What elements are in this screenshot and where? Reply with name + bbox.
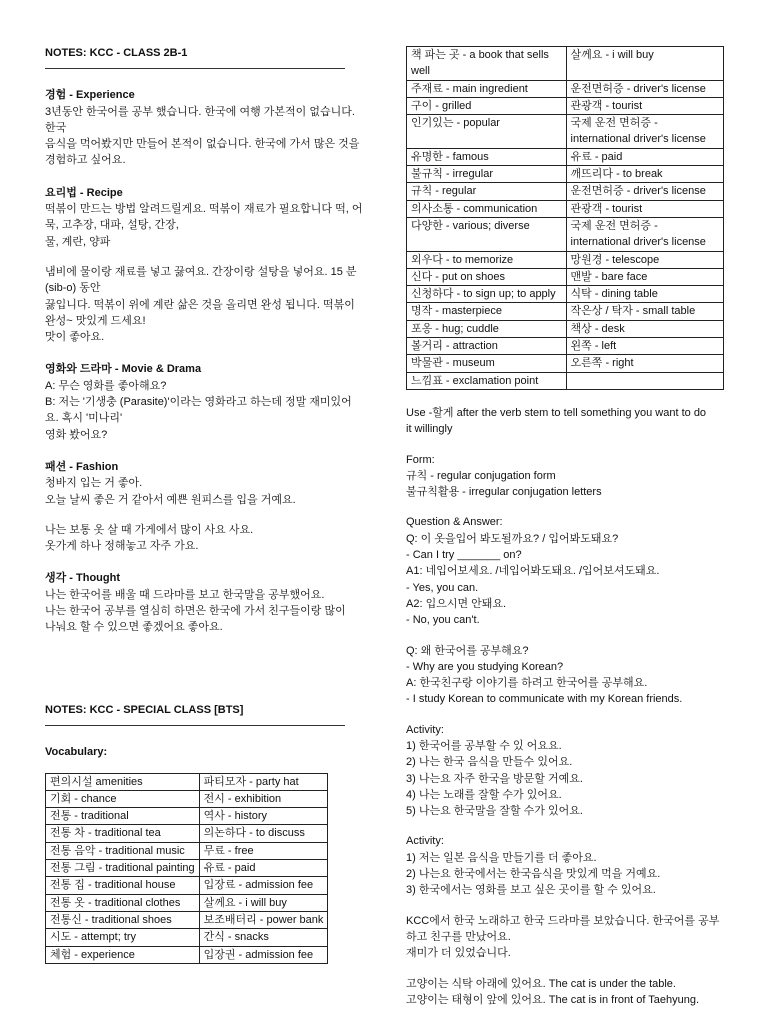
title-rule [45,61,345,69]
table-cell: 왼쪽 - left [566,338,723,355]
table-cell: 무료 - free [199,842,328,859]
qa-label: Question & Answer: [406,516,503,529]
table-row [407,338,724,355]
movie-heading: 영화와 드라마 - Movie & Drama [45,363,202,376]
table-row [407,166,724,183]
table-cell: 규칙 - regular [407,183,567,200]
movie-section [45,361,365,442]
table-cell: 주재료 - main ingredient [407,80,567,97]
table-cell: 명작 - masterpiece [407,303,567,320]
special-class-section [45,702,365,964]
table-row [46,790,328,807]
table-cell: 책 파는 곳 - a book that sells well [407,47,567,81]
activity-item: 3) 한국에서는 영화를 보고 싶은 곳이를 할 수 있어요. [406,884,656,897]
table-row [46,894,328,911]
table-cell: 관광객 - tourist [566,97,723,114]
table-cell: 편의시설 amenities [46,773,200,790]
activity-item: 4) 나는 노래를 잘할 수가 있어요. [406,788,562,801]
table-cell: 입장료 - admission fee [199,877,328,894]
table-cell: 볼거리 - attraction [407,338,567,355]
special-class-title: NOTES: KCC - SPECIAL CLASS [BTS] [45,704,244,716]
table-cell: 살께요 - i will buy [199,894,328,911]
paragraph-line: 맛이 좋아요. [45,331,105,344]
table-cell: 식탁 - dining table [566,286,723,303]
vocabulary-table [45,773,328,964]
left-column [45,0,365,961]
table-cell: 책상 - desk [566,320,723,337]
table-row [407,355,724,372]
table-row [407,217,724,251]
table-row [46,842,328,859]
table-row [46,825,328,842]
table-row [46,946,328,963]
qa-line: - I study Korean to communicate with my Korean friends. [406,693,683,706]
table-cell: 전시 - exhibition [199,790,328,807]
cat-sentence: 고양이는 태형이 앞에 있어요. The cat is in front of Taehyung. [406,993,700,1006]
table-cell: 전통 집 - traditional house [46,877,200,894]
paragraph-line: 청바지 입는 거 좋아. [45,477,143,490]
paragraph-line: 끓입니다. 떡볶이 위에 계란 삶은 것을 올리면 완성 됩니다. 떡볶이 완성~ 맛있게 드세요! [45,298,355,327]
table-cell: 불규칙 - irregular [407,166,567,183]
paragraph-line: A: 무슨 영화를 좋아해요? [45,379,167,392]
table-cell: 체험 - experience [46,946,200,963]
qa-line: A2: 입으시면 안돼요. [406,597,507,610]
activity-item: 1) 저는 일본 음식을 만들기를 더 좋아요. [406,851,597,864]
activity-item: 1) 한국어를 공부할 수 있 어요요. [406,739,562,752]
table-row [46,929,328,946]
table-cell: 파티모자 - party hat [199,773,328,790]
grammar-usage-line: Use -할게 after the verb stem to tell something you want to do [406,406,707,419]
table-row [46,860,328,877]
activity-item: 3) 나는요 자주 한국을 방문할 거예요. [406,772,583,785]
table-row [407,115,724,149]
paragraph-line: 떡볶이 만드는 방법 알려드릴게요. 떡볶이 재료가 필요합니다 떡, 어묵, 고추장, 대파, 설탕, 간장, [45,203,363,232]
table-cell: 다양한 - various; diverse [407,217,567,251]
qa-line: Q: 이 옷을입어 봐도될까요? / 입어봐도돼요? [406,532,619,545]
activity-item: 2) 나는 한국 음식을 만들수 있어요. [406,756,573,769]
table-cell: 맨발 - bare face [566,268,723,285]
table-row [407,47,724,81]
table-row [407,80,724,97]
table-row [407,97,724,114]
table-cell: 전통 차 - traditional tea [46,825,200,842]
experience-heading: 경험 - Experience [45,89,135,102]
table-cell: 기회 - chance [46,790,200,807]
table-row [46,773,328,790]
table-row [407,372,724,389]
table-cell: 의논하다 - to discuss [199,825,328,842]
grammar-usage-line: it willingly [406,423,453,436]
table-cell: 인기있는 - popular [407,115,567,149]
qa-line: - Can I try _______ on? [406,549,522,562]
table-row [46,911,328,928]
table-row [407,303,724,320]
recipe-section [45,185,365,346]
kcc-paragraph-line: 재미가 더 있었습니다. [406,947,511,960]
cat-sentence: 고양이는 식탁 아래에 있어요. The cat is under the table. [406,977,676,990]
table-cell: 관광객 - tourist [566,200,723,217]
table-row [46,808,328,825]
paragraph-line: B: 저는 '기생충 (Parasite)'이라는 영화라고 하는데 정말 재미있어요. 혹시 '미나리' [45,396,352,425]
table-cell: 느낌표 - exclamation point [407,372,567,389]
title-rule [45,718,345,726]
table-cell: 국제 운전 면허증 - international driver's license [566,115,723,149]
table-row [407,268,724,285]
qa-line: - No, you can't. [406,614,480,627]
table-row [46,877,328,894]
table-cell: 작은상 / 탁자 - small table [566,303,723,320]
table-cell: 구이 - grilled [407,97,567,114]
table-cell: 포옹 - hug; cuddle [407,320,567,337]
paragraph-line: 오늘 날씨 좋은 거 같아서 예쁜 원피스를 입을 거예요. [45,493,296,506]
fashion-section [45,459,365,554]
thought-heading: 생각 - Thought [45,572,121,585]
table-cell: 전통 음악 - traditional music [46,842,200,859]
form-line: 규칙 - regular conjugation form [406,469,556,482]
table-cell: 전통 - traditional [46,808,200,825]
right-vocabulary-table [406,46,724,390]
table-cell [566,372,723,389]
paragraph-line: 나는 한국어 공부를 열심히 하면은 한국에 가서 친구들이랑 많이 [45,605,346,618]
qa-line: - Why are you studying Korean? [406,660,564,673]
qa-line: Q: 왜 한국어를 공부해요? [406,644,529,657]
table-cell: 역사 - history [199,808,328,825]
form-line: 불규칙활용 - irregular conjugation letters [406,486,602,499]
right-column [406,0,724,1008]
activity-label: Activity: [406,835,444,848]
experience-section [45,87,365,168]
activity-item: 2) 나는요 한국에서는 한국음식을 맛있게 먹을 거예요. [406,868,661,881]
table-cell: 전통신 - traditional shoes [46,911,200,928]
paragraph-line: 옷가게 하나 정해놓고 자주 가요. [45,540,199,553]
paragraph-line: 냄비에 물이랑 재료를 넣고 끓여요. 간장이랑 설탕을 넣어요. 15 분 (sib-o) 동안 [45,265,357,295]
table-row [407,286,724,303]
paragraph-line: 음식을 먹어봤지만 만들어 본적이 없습니다. 한국에 가서 많은 것을 경험하고 싶어요. [45,138,360,167]
table-cell: 유료 - paid [199,860,328,877]
kcc-paragraph-line: KCC에서 한국 노래하고 한국 드라마를 보았습니다. 한국어를 공부하고 친구를 만났어요. [406,914,720,943]
table-cell: 오른쪽 - right [566,355,723,372]
paragraph-line: 나는 한국어를 배울 때 드라마를 보고 한국말을 공부했어요. [45,588,325,601]
fashion-heading: 패션 - Fashion [45,460,119,473]
table-cell: 운전면허증 - driver's license [566,183,723,200]
qa-line: A1: 네입어보세요. /네입어봐도돼요. /입어보셔도돼요. [406,565,660,578]
qa-line: - Yes, you can. [406,581,479,594]
paragraph-line: 물, 계란, 양파 [45,235,111,248]
qa-line: A: 한국친구랑 이야기를 하려고 한국어를 공부해요. [406,677,648,690]
table-cell: 깨뜨리다 - to break [566,166,723,183]
paragraph-line: 3년동안 한국어를 공부 했습니다. 한국에 여행 가본적이 없습니다. 한국 [45,105,355,134]
table-row [407,320,724,337]
recipe-heading: 요리법 - Recipe [45,186,123,199]
table-cell: 외우다 - to memorize [407,251,567,268]
table-cell: 의사소통 - communication [407,200,567,217]
activity-label: Activity: [406,723,444,736]
table-row [407,200,724,217]
class-2b-title: NOTES: KCC - CLASS 2B-1 [45,47,188,59]
table-cell: 유료 - paid [566,148,723,165]
paragraph-line: 나눠요 할 수 있으면 좋겠어요 좋아요. [45,621,223,634]
table-cell: 망원경 - telescope [566,251,723,268]
paragraph-line: 나는 보통 옷 살 때 가게에서 많이 사요 사요. [45,523,254,536]
table-cell: 신청하다 - to sign up; to apply [407,286,567,303]
table-row [407,148,724,165]
table-cell: 입장권 - admission fee [199,946,328,963]
table-cell: 유명한 - famous [407,148,567,165]
table-cell: 살께요 - i will buy [566,47,723,81]
table-row [407,183,724,200]
table-cell: 박물관 - museum [407,355,567,372]
thought-section [45,570,365,635]
form-label: Form: [406,453,435,466]
vocabulary-heading: Vocabulary: [45,746,108,759]
table-cell: 전통 그림 - traditional painting [46,860,200,877]
table-cell: 보조배터리 - power bank [199,911,328,928]
activity-item: 5) 나는요 한국말을 잘할 수가 있어요. [406,805,583,818]
paragraph-line: 영화 봤어요? [45,428,108,441]
table-row [407,251,724,268]
table-cell: 시도 - attempt; try [46,929,200,946]
table-cell: 운전면허증 - driver's license [566,80,723,97]
table-cell: 전통 옷 - traditional clothes [46,894,200,911]
table-cell: 신다 - put on shoes [407,268,567,285]
table-cell: 간식 - snacks [199,929,328,946]
table-cell: 국제 운전 면허증 - international driver's license [566,217,723,251]
